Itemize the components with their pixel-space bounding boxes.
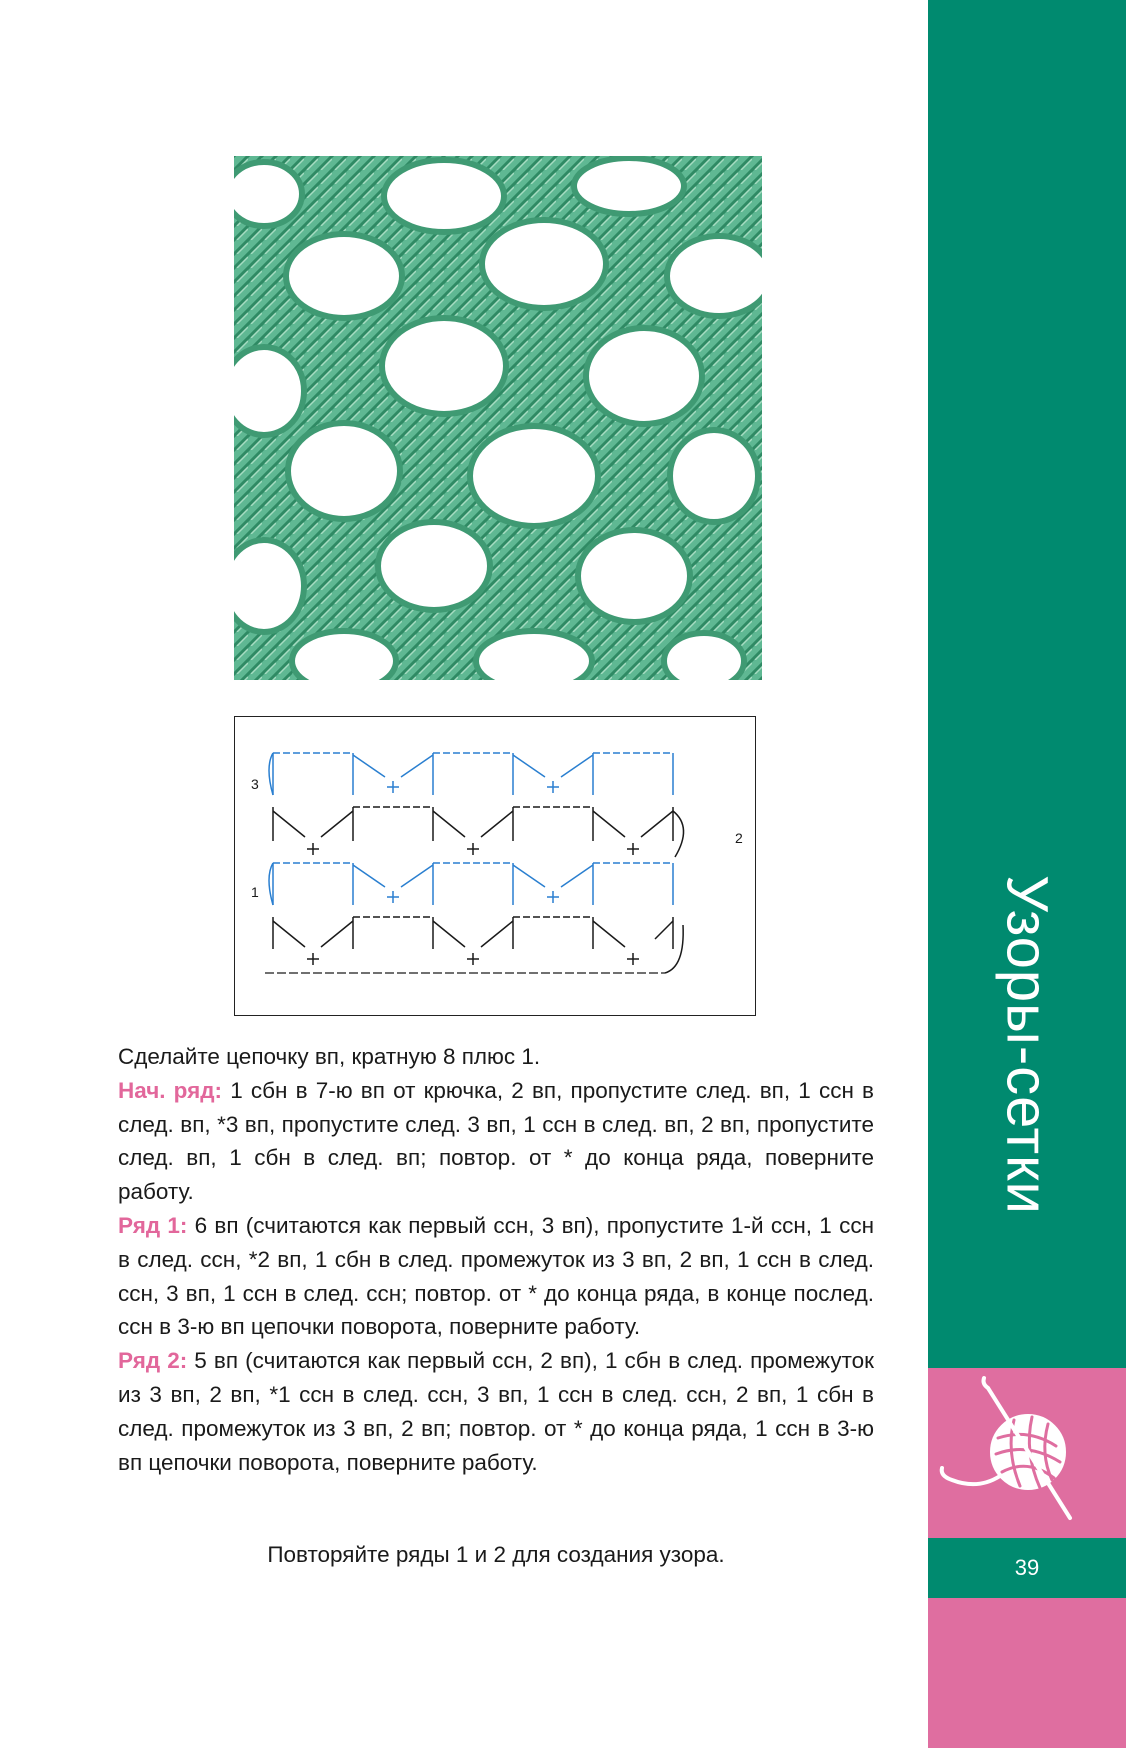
- start-row-label: Нач. ряд:: [118, 1077, 223, 1103]
- row1-label: Ряд 1:: [118, 1212, 188, 1238]
- crochet-chart: [234, 716, 756, 1016]
- row1-paragraph: [118, 1209, 874, 1344]
- row-label-2: 2: [735, 830, 743, 846]
- start-row-text: 1 сбн в 7-ю вп от крючка, 2 вп, пропустите след. вп, 1 ссн в след. вп, *3 вп, пропустите след. 3 вп, 1 ссн в след. вп, 2 вп, пропустите след. вп, 1 сбн в след. вп; повтор. от * до конца ряда, поверните работу.: [118, 1077, 875, 1205]
- row2-paragraph: [118, 1344, 874, 1479]
- row-label-1: 1: [251, 884, 259, 900]
- yarn-ball-with-hook-icon: [928, 1368, 1126, 1538]
- row2-label: Ряд 2:: [118, 1348, 188, 1374]
- row2-text: 5 вп (считаются как первый ссн, 2 вп), 1 сбн в след. промежуток из 3 вп, 2 вп, *1 ссн в след. ссн, 3 вп, 1 ссн в след. ссн, 2 вп, 1 сбн в след. промежуток из 3 вп, 2 вп; повтор. от * до конца ряда, 1 ссн в 3-ю вп цепочки поворота, поверните работу.: [118, 1348, 874, 1475]
- row1-text: 6 вп (считаются как первый ссн, 3 вп), пропустите 1-й ссн, 1 ссн в след. ссн, *2 вп, 1 сбн в след. промежуток из 3 вп, 2 вп, 1 ссн в след. ссн, 3 вп, 1 ссн в след. ссн; повтор. от * до конца ряда, в конце послед. ссн в 3-ю вп цепочки поворота, поверните работу.: [118, 1212, 874, 1340]
- row-label-3: 3: [251, 776, 259, 792]
- green-crochet-mesh-photo: [234, 156, 762, 680]
- section-title: Узоры-сетки: [994, 875, 1060, 1215]
- sidebar: [928, 0, 1126, 1748]
- repeat-instruction: Повторяйте ряды 1 и 2 для создания узора.: [267, 1542, 725, 1567]
- intro-line: Сделайте цепочку вп, кратную 8 плюс 1.: [118, 1044, 541, 1069]
- instructions: [118, 1040, 874, 1479]
- page-number: 39: [1014, 1555, 1040, 1580]
- sidebar-pink-bottom: [928, 1598, 1126, 1748]
- start-row-paragraph: [118, 1074, 874, 1209]
